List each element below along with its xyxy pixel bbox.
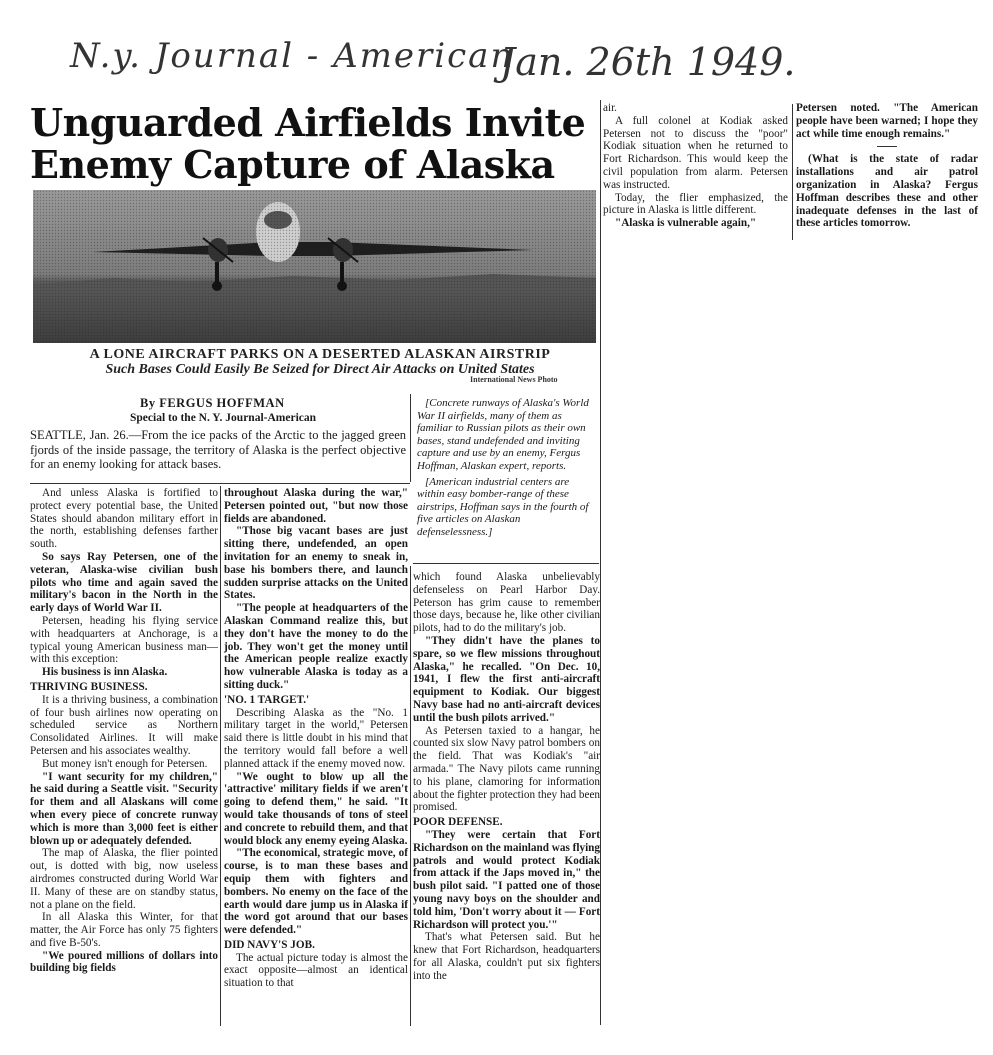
subheading: POOR DEFENSE. xyxy=(413,816,503,829)
subheading: THRIVING BUSINESS. xyxy=(30,680,148,693)
article-column-1 xyxy=(30,487,218,975)
special-line: Special to the N. Y. Journal-American xyxy=(130,412,317,424)
paragraph: "They didn't have the planes to spare, so we flew missions throughout Alaska," he recalled. "On Dec. 10, 1941, I flew the first anti-aircraft equipment to Kodiak. Our biggest Navy base had no anti-aircraft devices until the bush pilots arrived." xyxy=(413,634,600,724)
paragraph: But money isn't enough for Petersen. xyxy=(42,757,208,770)
column-rule xyxy=(792,104,793,240)
paragraph: As Petersen taxied to a hangar, he counted six slow Navy patrol bombers on the field. That was Kodiak's "air armada." The Navy pilots came running to his plane, clamoring for information about the fighter protection they had been promised. xyxy=(413,724,601,814)
paragraph: And unless Alaska is fortified to protect every potential base, the United States should abandon military effort in the north, establishing defenses farther south. xyxy=(30,487,218,551)
paragraph: It is a thriving business, a combination of four bush airlines now operating on scheduled service as Northern Consolidated Airlines. It will make Petersen and his associates wealthy. xyxy=(30,693,218,757)
paragraph: His business is inn Alaska. xyxy=(42,666,168,679)
subheading: 'NO. 1 TARGET.' xyxy=(224,693,310,706)
paragraph: Today, the flier emphasized, the picture in Alaska is little different. xyxy=(603,191,788,217)
paragraph: The map of Alaska, the flier pointed out, is dotted with big, now useless airdromes constructed during World War II. Many of these are on standby status, not a plane on the field. xyxy=(30,847,218,911)
section-rule xyxy=(30,483,410,484)
editor-note-paragraph: [Concrete runways of Alaska's World War II airfields, many of them as familiar to Russian pilots as their own bases, stand undefended and inviting capture and use by an enemy, Fergus Hoffman, Alaskan expert, reports. xyxy=(417,397,589,472)
paragraph: Describing Alaska as the "No. 1 military target in the world," Petersen said there is little doubt in his mind that the territory would fall before a well planned attack if the enemy moved now. xyxy=(224,706,408,770)
paragraph: So says Ray Petersen, one of the veteran, Alaska-wise civilian bush pilots who time and again saved the military's bacon in the North in the early days of World War II. xyxy=(30,550,218,615)
column-rule xyxy=(410,566,411,1026)
paragraph: throughout Alaska during the war," Petersen pointed out, "but now those fields are abandoned. xyxy=(224,487,408,525)
byline: By FERGUS HOFFMAN xyxy=(140,396,285,410)
article-column-3 xyxy=(413,571,600,983)
editor-note xyxy=(417,397,597,542)
paragraph: "Those big vacant bases are just sitting there, undefended, an open invitation for an enemy to sneak in, base his bombers there, and launch sudden surprise attacks on the United States. xyxy=(224,525,408,602)
paragraph: which found Alaska unbelievably defenseless on Pearl Harbor Day. Peterson has grim cause to remember those days, because he, like other civilian pilots, had to do the military's job. xyxy=(413,571,600,635)
paragraph: "The economical, strategic move, of course, is to man these bases and equip them with fighters and bombers. No enemy on the face of the earth would dare jump us in Alaska if the word got around that our bases were defended." xyxy=(224,847,408,937)
divider xyxy=(877,146,897,147)
column-rule xyxy=(220,486,221,1026)
airfield-photo xyxy=(33,190,596,343)
paragraph: Petersen, heading his flying service with headquarters at Anchorage, is a typical young American business man—with this exception: xyxy=(30,614,218,666)
photo-credit: International News Photo xyxy=(470,375,558,384)
handwritten-publication-note: N.y. Journal - American xyxy=(70,36,515,76)
article-column-2 xyxy=(224,487,408,990)
photo-caption: A LONE AIRCRAFT PARKS ON A DESERTED ALASKAN AIRSTRIP xyxy=(89,347,551,362)
subheading: DID NAVY'S JOB. xyxy=(224,938,315,951)
paragraph: "We ought to blow up all the 'attractive' military fields if we aren't going to defend them," he said. "It would take thousands of tons of steel and concrete to rebuild them, and that would block any enemy eyeing Alaska. xyxy=(224,770,408,847)
editor-note-paragraph: [American industrial centers are within easy bomber-range of these airstrips, Hoffman says in the fourth of five articles on Alaskan defenselessness.] xyxy=(417,475,589,538)
section-rule xyxy=(413,563,599,564)
column-rule xyxy=(410,394,411,482)
headline-line-1: Unguarded Airfields Invite xyxy=(30,100,586,145)
headline xyxy=(30,102,600,186)
paragraph: In all Alaska this Winter, for that matter, the Air Force has only 75 fighters and five B-50's. xyxy=(30,911,218,949)
paragraph: "We poured millions of dollars into building big fields xyxy=(30,949,218,975)
continuation-column-1 xyxy=(603,102,788,230)
paragraph: (What is the state of radar installations and air patrol organization in Alaska? Fergus Hoffman describes these and other inadequate defenses in the last of these articles tomorrow. xyxy=(796,153,978,230)
headline-line-2: Enemy Capture of Alaska xyxy=(30,142,555,187)
paragraph: "They were certain that Fort Richardson on the mainland was flying patrols and would protect Kodiak from attack if the Japs moved in," the bush pilot said. "I patted one of those young navy boys on the shoulder and told him, 'Don't worry about it — Fort Richardson will protect you.'" xyxy=(413,828,600,931)
paragraph: "The people at headquarters of the Alaskan Command realize this, but they don't have the money to do the job. They won't get the money until the American people realize exactly how vulnerable Alaska is today as a sitting duck." xyxy=(224,602,408,691)
paragraph: "Alaska is vulnerable again," xyxy=(615,217,757,230)
paragraph: air. xyxy=(603,102,617,114)
continuation-column-2 xyxy=(796,102,978,230)
paragraph: A full colonel at Kodiak asked Petersen not to discuss the "poor" Kodiak situation when he returned to Fort Richardson. This would keep the civil population from alarm. Petersen was instructed. xyxy=(603,114,788,191)
column-rule xyxy=(600,100,601,1025)
paragraph: The actual picture today is almost the exact opposite—almost an identical situation to that xyxy=(224,951,408,990)
paragraph: That's what Petersen said. But he knew that Fort Richardson, headquarters for all Alaska, couldn't put six fighters into the xyxy=(413,931,600,982)
paragraph: Petersen noted. "The American people have been warned; I hope they act while time enough remains." xyxy=(796,102,978,140)
photo-subcaption: Such Bases Could Easily Be Seized for Direct Air Attacks on United States xyxy=(105,362,535,377)
handwritten-date-note: Jan. 26th 1949. xyxy=(500,40,796,84)
lead-paragraph: SEATTLE, Jan. 26.—From the ice packs of the Arctic to the jagged green fjords of the inside passage, the territory of Alaska is the perfect objective for an enemy looking for attack bases. xyxy=(30,428,406,472)
airplane-image xyxy=(33,190,596,343)
paragraph: "I want security for my children," he said during a Seattle visit. "Security for them and all Alaskans will come when every piece of concrete runway which is more than 3,000 feet is either blown up or adequately defended. xyxy=(30,770,218,847)
